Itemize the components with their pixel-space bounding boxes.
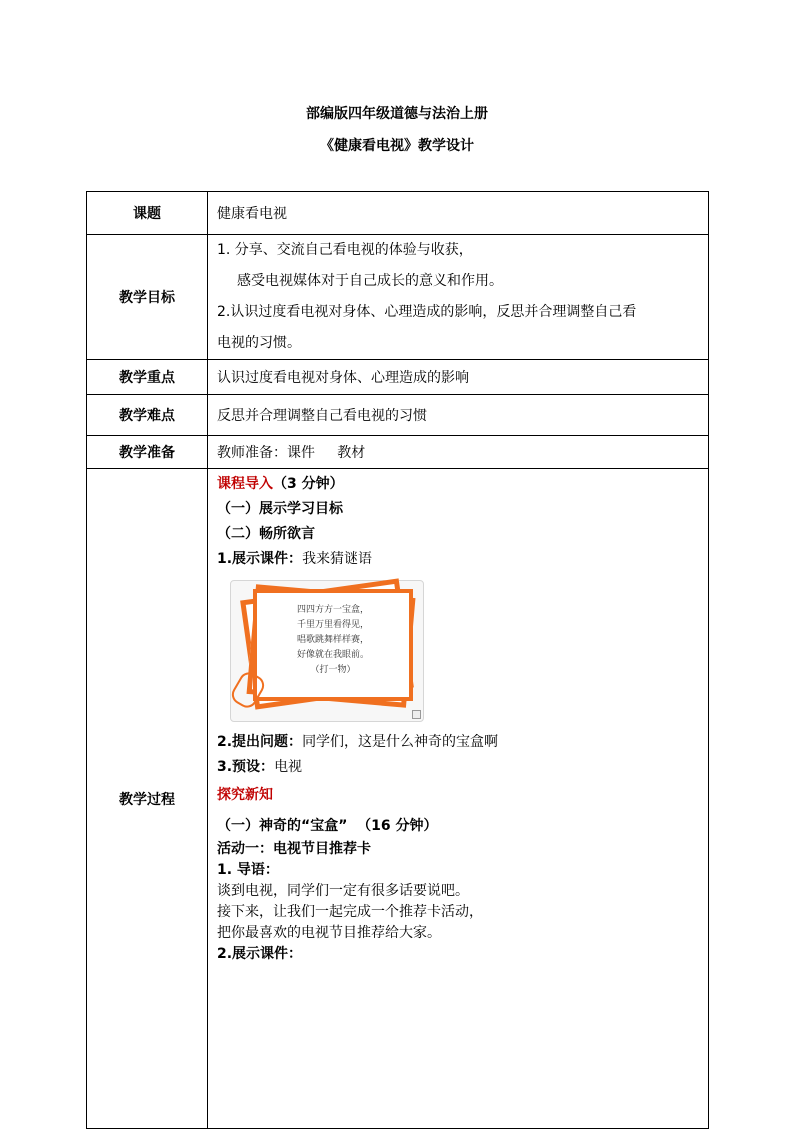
guide-line: 把你最喜欢的电视节目推荐给大家。 — [217, 925, 441, 941]
goal-line: 1. 分享、交流自己看电视的体验与收获， — [217, 242, 473, 258]
goal-line: 2.认识过度看电视对身体、心理造成的影响，反思并合理调整自己看 — [217, 304, 637, 320]
preparation-value: 教师准备：课件 教材 — [208, 436, 709, 469]
show1-text: 我来猜谜语 — [302, 551, 373, 567]
goal-line: 感受电视媒体对于自己成长的意义和作用。 — [237, 273, 503, 289]
document-subtitle: 《健康看电视》教学设计 — [320, 138, 474, 154]
intro-heading: 课程导入 — [217, 476, 273, 492]
resize-handle-icon — [412, 710, 421, 719]
key-point-value: 认识过度看电视对身体、心理造成的影响 — [208, 360, 709, 395]
riddle-text — [253, 603, 413, 678]
riddle-line: 四四方方一宝盒， — [296, 605, 369, 615]
process-label: 教学过程 — [87, 469, 208, 1129]
activity-one: 活动一：电视节目推荐卡 — [217, 841, 371, 857]
row-goals — [87, 235, 709, 360]
difficulty-value: 反思并合理调整自己看电视的习惯 — [208, 395, 709, 436]
topic-label: 课题 — [87, 192, 208, 235]
guide-label: 1. 导语： — [217, 862, 279, 878]
goal-line: 电视的习惯。 — [217, 335, 301, 351]
ask-text: 同学们，这是什么神奇的宝盒啊 — [302, 734, 499, 750]
guide-line: 接下来，让我们一起完成一个推荐卡活动， — [217, 904, 483, 920]
riddle-image — [230, 580, 424, 722]
document-title: 部编版四年级道德与法治上册 — [306, 106, 488, 122]
preset-text: 电视 — [274, 759, 303, 775]
row-preparation — [87, 436, 709, 469]
show2-label: 2.展示课件： — [217, 946, 303, 962]
ask-label: 2.提出问题： — [217, 734, 303, 750]
explore-heading: 探究新知 — [217, 787, 273, 803]
goals-content — [208, 235, 709, 360]
show1-label: 1.展示课件： — [217, 551, 303, 567]
row-process — [87, 469, 709, 1129]
process-content — [208, 469, 709, 1129]
row-topic — [87, 192, 709, 235]
step-discuss: （二）畅所欲言 — [217, 526, 315, 542]
row-difficulty — [87, 395, 709, 436]
preparation-label: 教学准备 — [87, 436, 208, 469]
guide-line: 谈到电视，同学们一定有很多话要说吧。 — [217, 883, 469, 899]
riddle-line: 唱歌跳舞样样赛， — [296, 635, 369, 645]
topic-value: 健康看电视 — [208, 192, 709, 235]
step-show-goals: （一）展示学习目标 — [217, 501, 343, 517]
intro-time: （3 分钟） — [273, 476, 344, 492]
riddle-line: 千里万里看得见， — [296, 620, 369, 630]
preset-label: 3.预设： — [217, 759, 275, 775]
lesson-plan-table — [86, 191, 709, 1129]
row-key-point — [87, 360, 709, 395]
key-point-label: 教学重点 — [87, 360, 208, 395]
section-magic-box: （一）神奇的“宝盒” （16 分钟） — [217, 818, 438, 834]
riddle-line: （打一物） — [310, 665, 356, 675]
riddle-line: 好像就在我眼前。 — [296, 650, 369, 660]
goals-label: 教学目标 — [87, 235, 208, 360]
difficulty-label: 教学难点 — [87, 395, 208, 436]
